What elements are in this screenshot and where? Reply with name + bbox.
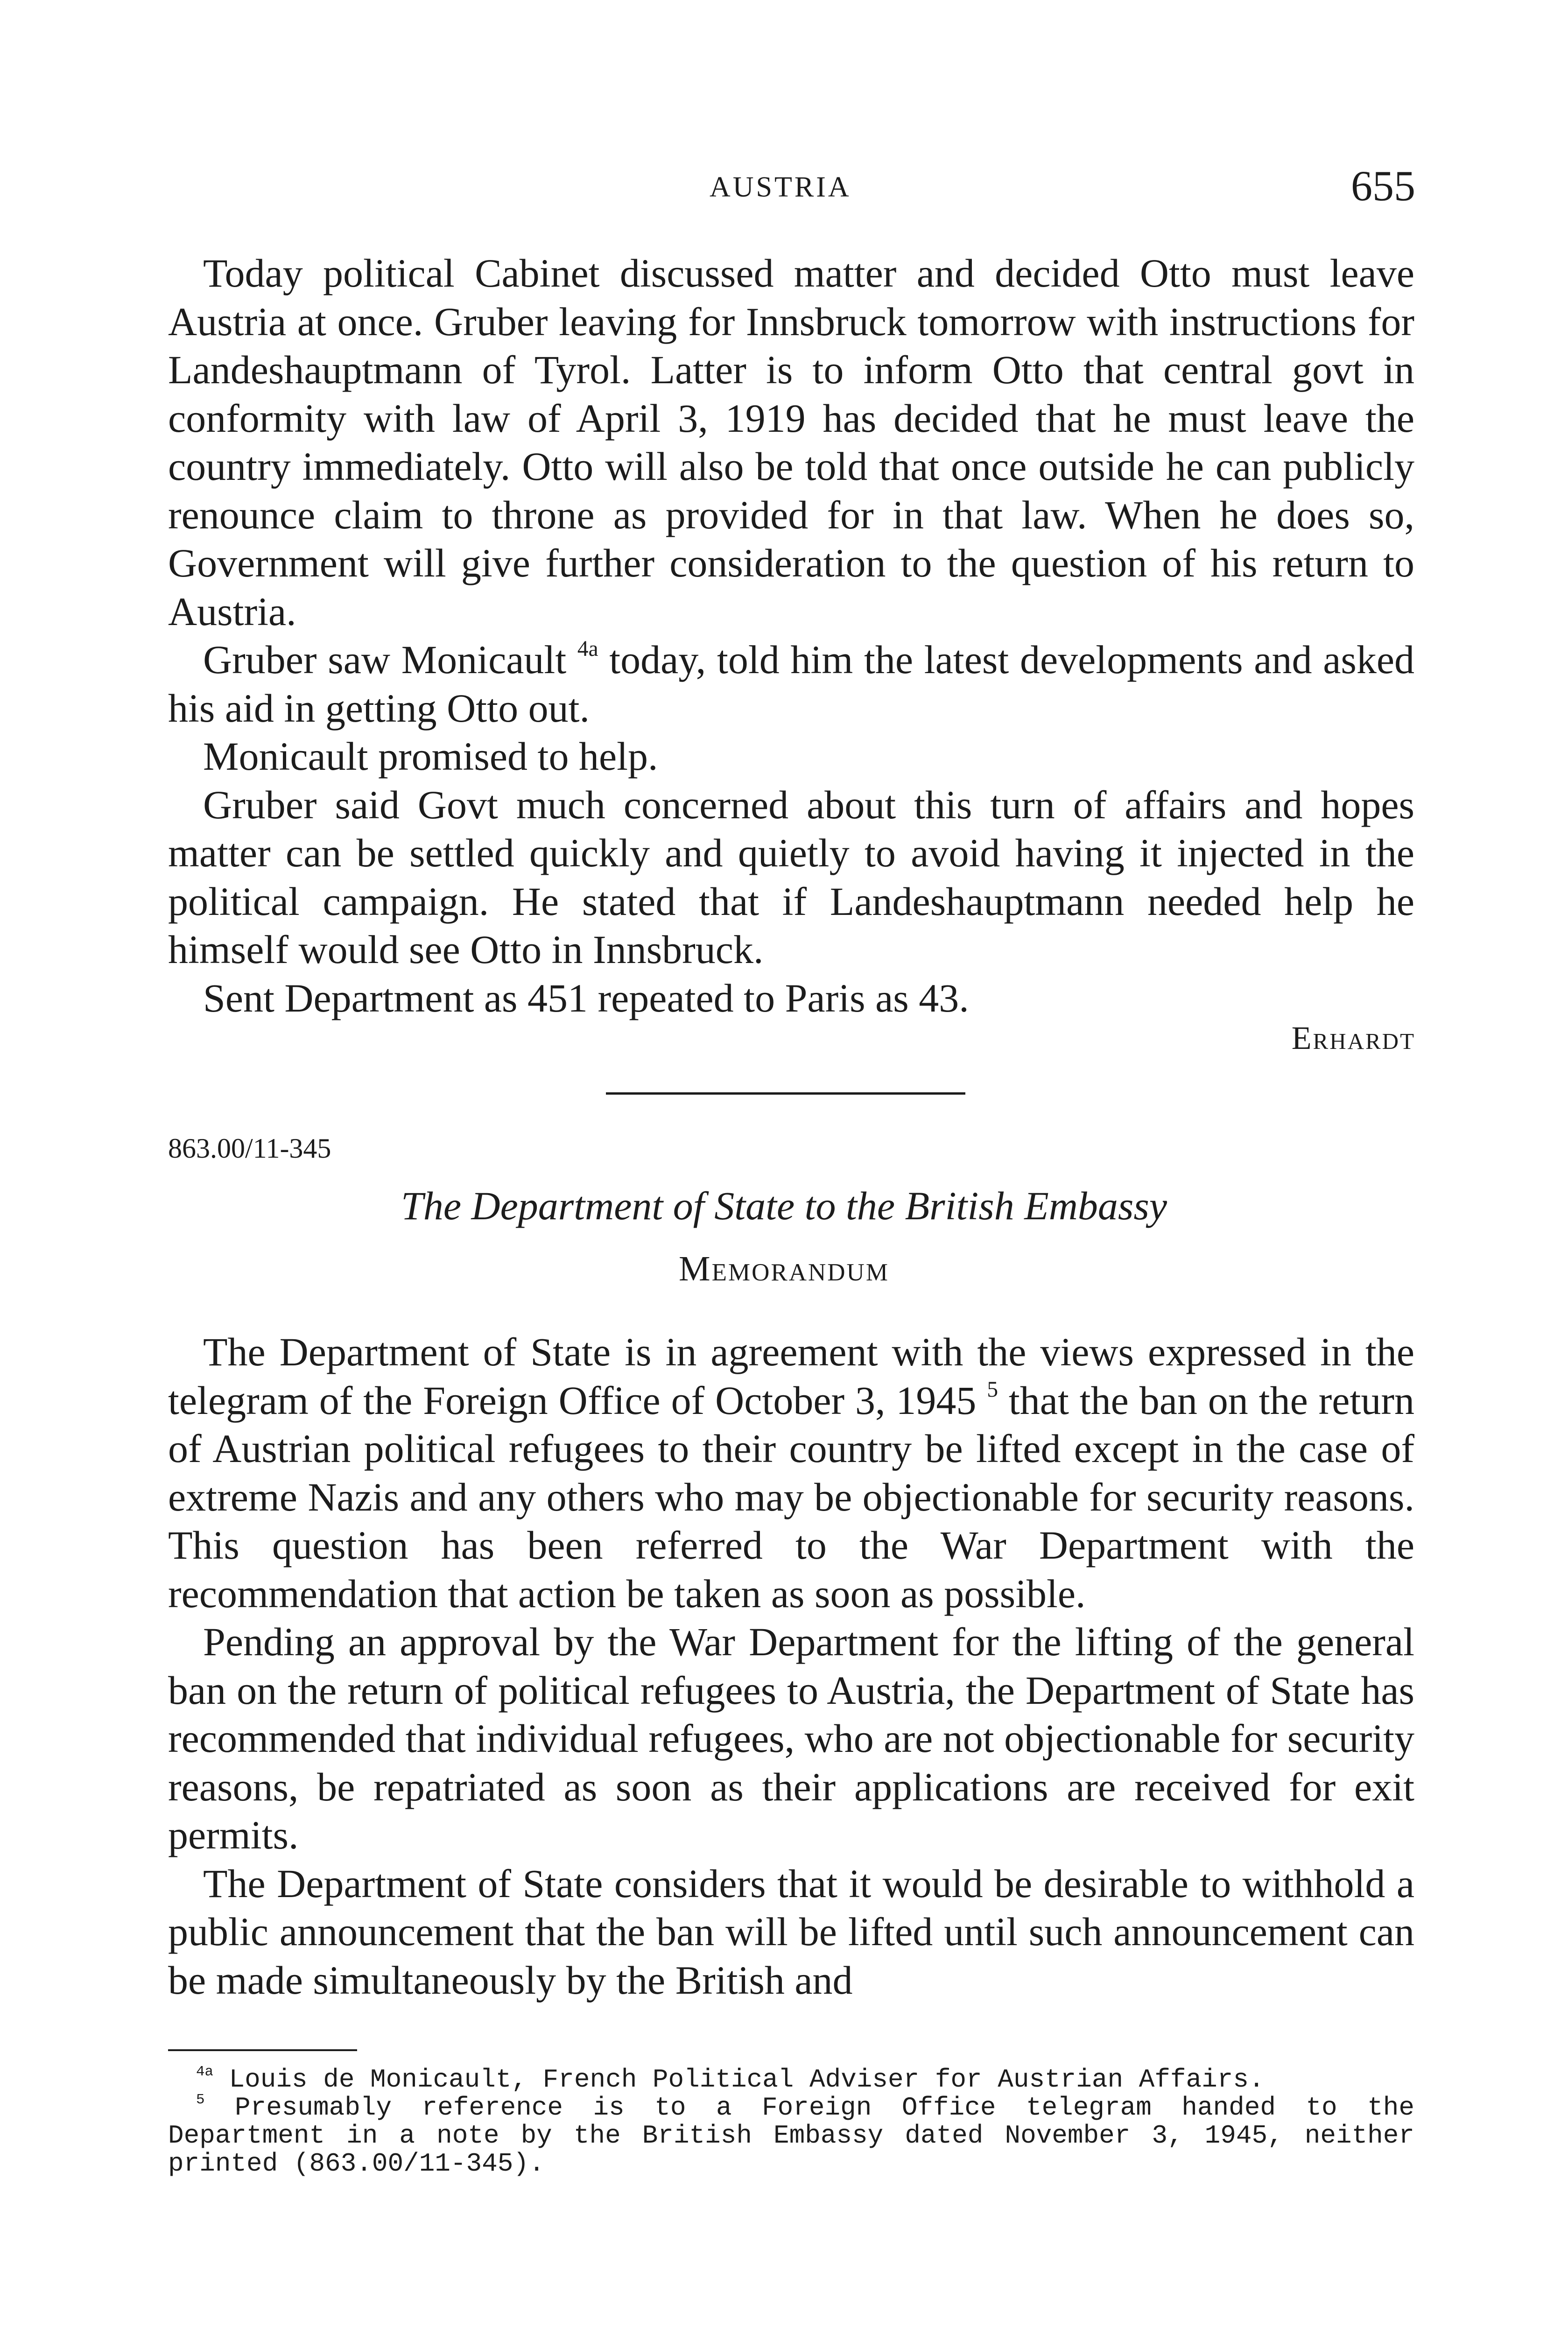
telegram-paragraph-1: Today political Cabinet discussed matter and decided Otto must leave Austria at once. Gruber leaving for Innsbruck tomorrow with instructions for Landeshauptmann of Tyrol. Latter is to inform Otto that central govt in conformity with law of April 3, 1919 has decided that he must leave the country immediately. Otto will also be told that once outside he can publicly renounce claim to throne as provided for in that law. When he does so, Government will give further consideration to the question of his return to Austria.	[168, 251, 1414, 634]
memo-paragraph-2: Pending an approval by the War Department for the lifting of the general ban on the return of political refugees to Austria, the Department of State has recommended that individual refugees, who are not objectionable for security reasons, be repatriated as soon as their applications are received for exit permits.	[168, 1619, 1414, 1857]
footnote-marker-4a: 4a	[196, 2063, 213, 2080]
section-divider	[606, 1092, 965, 1095]
footnote-marker-5: 5	[196, 2091, 205, 2108]
telegram-paragraph-2	[168, 636, 1414, 732]
telegram-paragraph-3: Monicault promised to help.	[203, 734, 658, 779]
memo-paragraph-1-end: that the ban on the return of Austrian political refugees to their country be lifted except in the case of extreme Nazis and any others who may be objectionable for security reasons. This question has been referred to the War Department with the recommendation that action be taken as soon as possible.	[168, 1378, 1414, 1616]
memo-paragraph-3: The Department of State considers that it would be desirable to withhold a public announcement that the ban will be lifted until such announcement can be made simultaneously by the British and	[168, 1861, 1414, 2003]
telegram-paragraph-2-start: Gruber saw Monicault	[203, 637, 577, 682]
footnote-4a-text: Louis de Monicault, French Political Adviser for Austrian Affairs.	[213, 2065, 1265, 2095]
memo-paragraph-1-start: The Department of State is in agreement with the views expressed in the telegram of the Foreign Office of October 3, 1945	[168, 1329, 1414, 1423]
footnote-5	[168, 2091, 1414, 2179]
memo-paragraph-1	[168, 1328, 1414, 1618]
telegram-body	[168, 249, 1414, 1022]
footnote-4a	[168, 2063, 1414, 2095]
page-number: 655	[1351, 162, 1415, 210]
footnotes	[168, 2063, 1414, 2179]
file-number: 863.00/11-345	[168, 1133, 331, 1164]
telegram-paragraph-5: Sent Department as 451 repeated to Paris as 43.	[203, 975, 969, 1020]
footnote-ref-4a: 4a	[577, 637, 598, 661]
footnote-5-text: Presumably reference is to a Foreign Office telegram handed to the Department in a note by the British Embassy dated November 3, 1945, neither printed (863.00/11-345).	[168, 2093, 1414, 2179]
document-type: Memorandum	[679, 1249, 889, 1288]
signature: Erhardt	[1291, 1020, 1415, 1056]
telegram-paragraph-2-end: today, told him the latest developments and asked his aid in getting Otto out.	[168, 637, 1414, 731]
memorandum-body	[168, 1328, 1414, 2004]
footnote-ref-5: 5	[987, 1377, 998, 1402]
running-header: AUSTRIA	[710, 171, 851, 203]
document-title: The Department of State to the British Embassy	[401, 1183, 1167, 1228]
footnote-rule	[168, 2049, 357, 2051]
telegram-paragraph-4: Gruber said Govt much concerned about this turn of affairs and hopes matter can be settled quickly and quietly to avoid having it injected in the political campaign. He stated that if Landeshauptmann needed help he himself would see Otto in Innsbruck.	[168, 782, 1414, 972]
